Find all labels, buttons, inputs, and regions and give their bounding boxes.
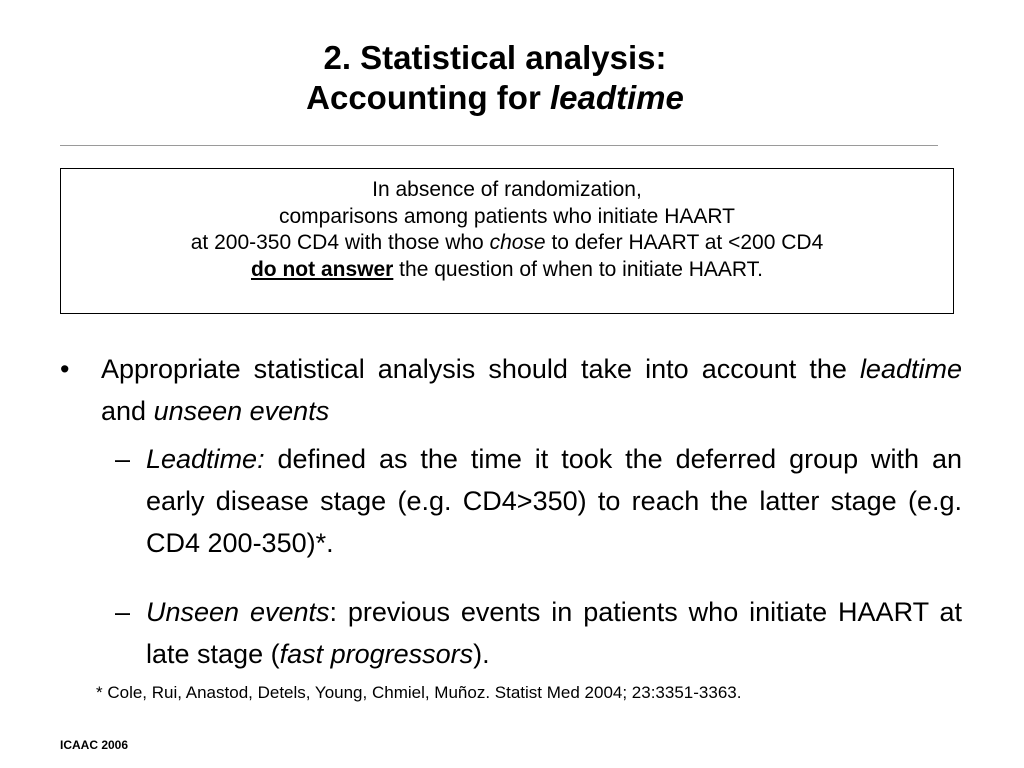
callout-line-2: comparisons among patients who initiate HAART — [278, 204, 735, 228]
bullet-list — [60, 348, 962, 702]
title-line-2-text: Accounting for — [306, 79, 550, 116]
slide-title — [0, 38, 990, 118]
title-line-2 — [0, 78, 990, 118]
bullet-italic-unseen-events: unseen events — [153, 396, 330, 426]
bullet-item — [60, 348, 962, 432]
callout-line-4-suffix: the question of when to initiate HAART. — [393, 257, 764, 281]
sub-item-unseen-events — [60, 591, 962, 675]
title-divider — [60, 145, 938, 146]
callout-italic-chose: chose — [489, 231, 546, 254]
title-line-1: 2. Statistical analysis: — [323, 39, 667, 76]
callout-line-3-suffix: to defer HAART at <200 CD4 — [545, 231, 824, 254]
sub-item-marker: – — [115, 597, 131, 627]
sub-item-text: defined as the time it took the deferred group with an early disease stage (e.g. CD4>350) to reach the latter stage (e.g. CD4 200-350)*. — [146, 444, 962, 558]
bullet-marker: • — [60, 354, 70, 384]
callout-line-3 — [61, 230, 953, 257]
callout-line-4 — [61, 257, 953, 284]
callout-underlined-phrase: do not answer — [250, 257, 394, 281]
sub-item-term: Unseen events — [146, 597, 330, 627]
sub-item-text: : previous events in patients who initiate HAART at late stage ( — [146, 597, 962, 669]
title-italic-term: leadtime — [549, 79, 684, 116]
sub-item-italic-tail: fast progressors — [279, 639, 474, 669]
sub-item-marker: – — [115, 444, 131, 474]
bullet-text-mid: and — [101, 396, 154, 426]
callout-line-1: In absence of randomization, — [372, 178, 642, 201]
footer-label: ICAAC 2006 — [60, 738, 129, 752]
sub-item-text-end: ). — [473, 639, 490, 669]
bullet-text-prefix: Appropriate statistical analysis should take into account the — [101, 354, 860, 384]
bullet-italic-leadtime: leadtime — [859, 354, 962, 384]
sub-item-leadtime — [60, 438, 962, 564]
sub-item-term: Leadtime: — [146, 444, 265, 474]
callout-box — [60, 168, 954, 314]
footnote-citation: * Cole, Rui, Anastod, Detels, Young, Chmiel, Muñoz. Statist Med 2004; 23:3351-3363. — [96, 683, 742, 702]
callout-line-3-prefix: at 200-350 CD4 with those who — [190, 231, 490, 254]
